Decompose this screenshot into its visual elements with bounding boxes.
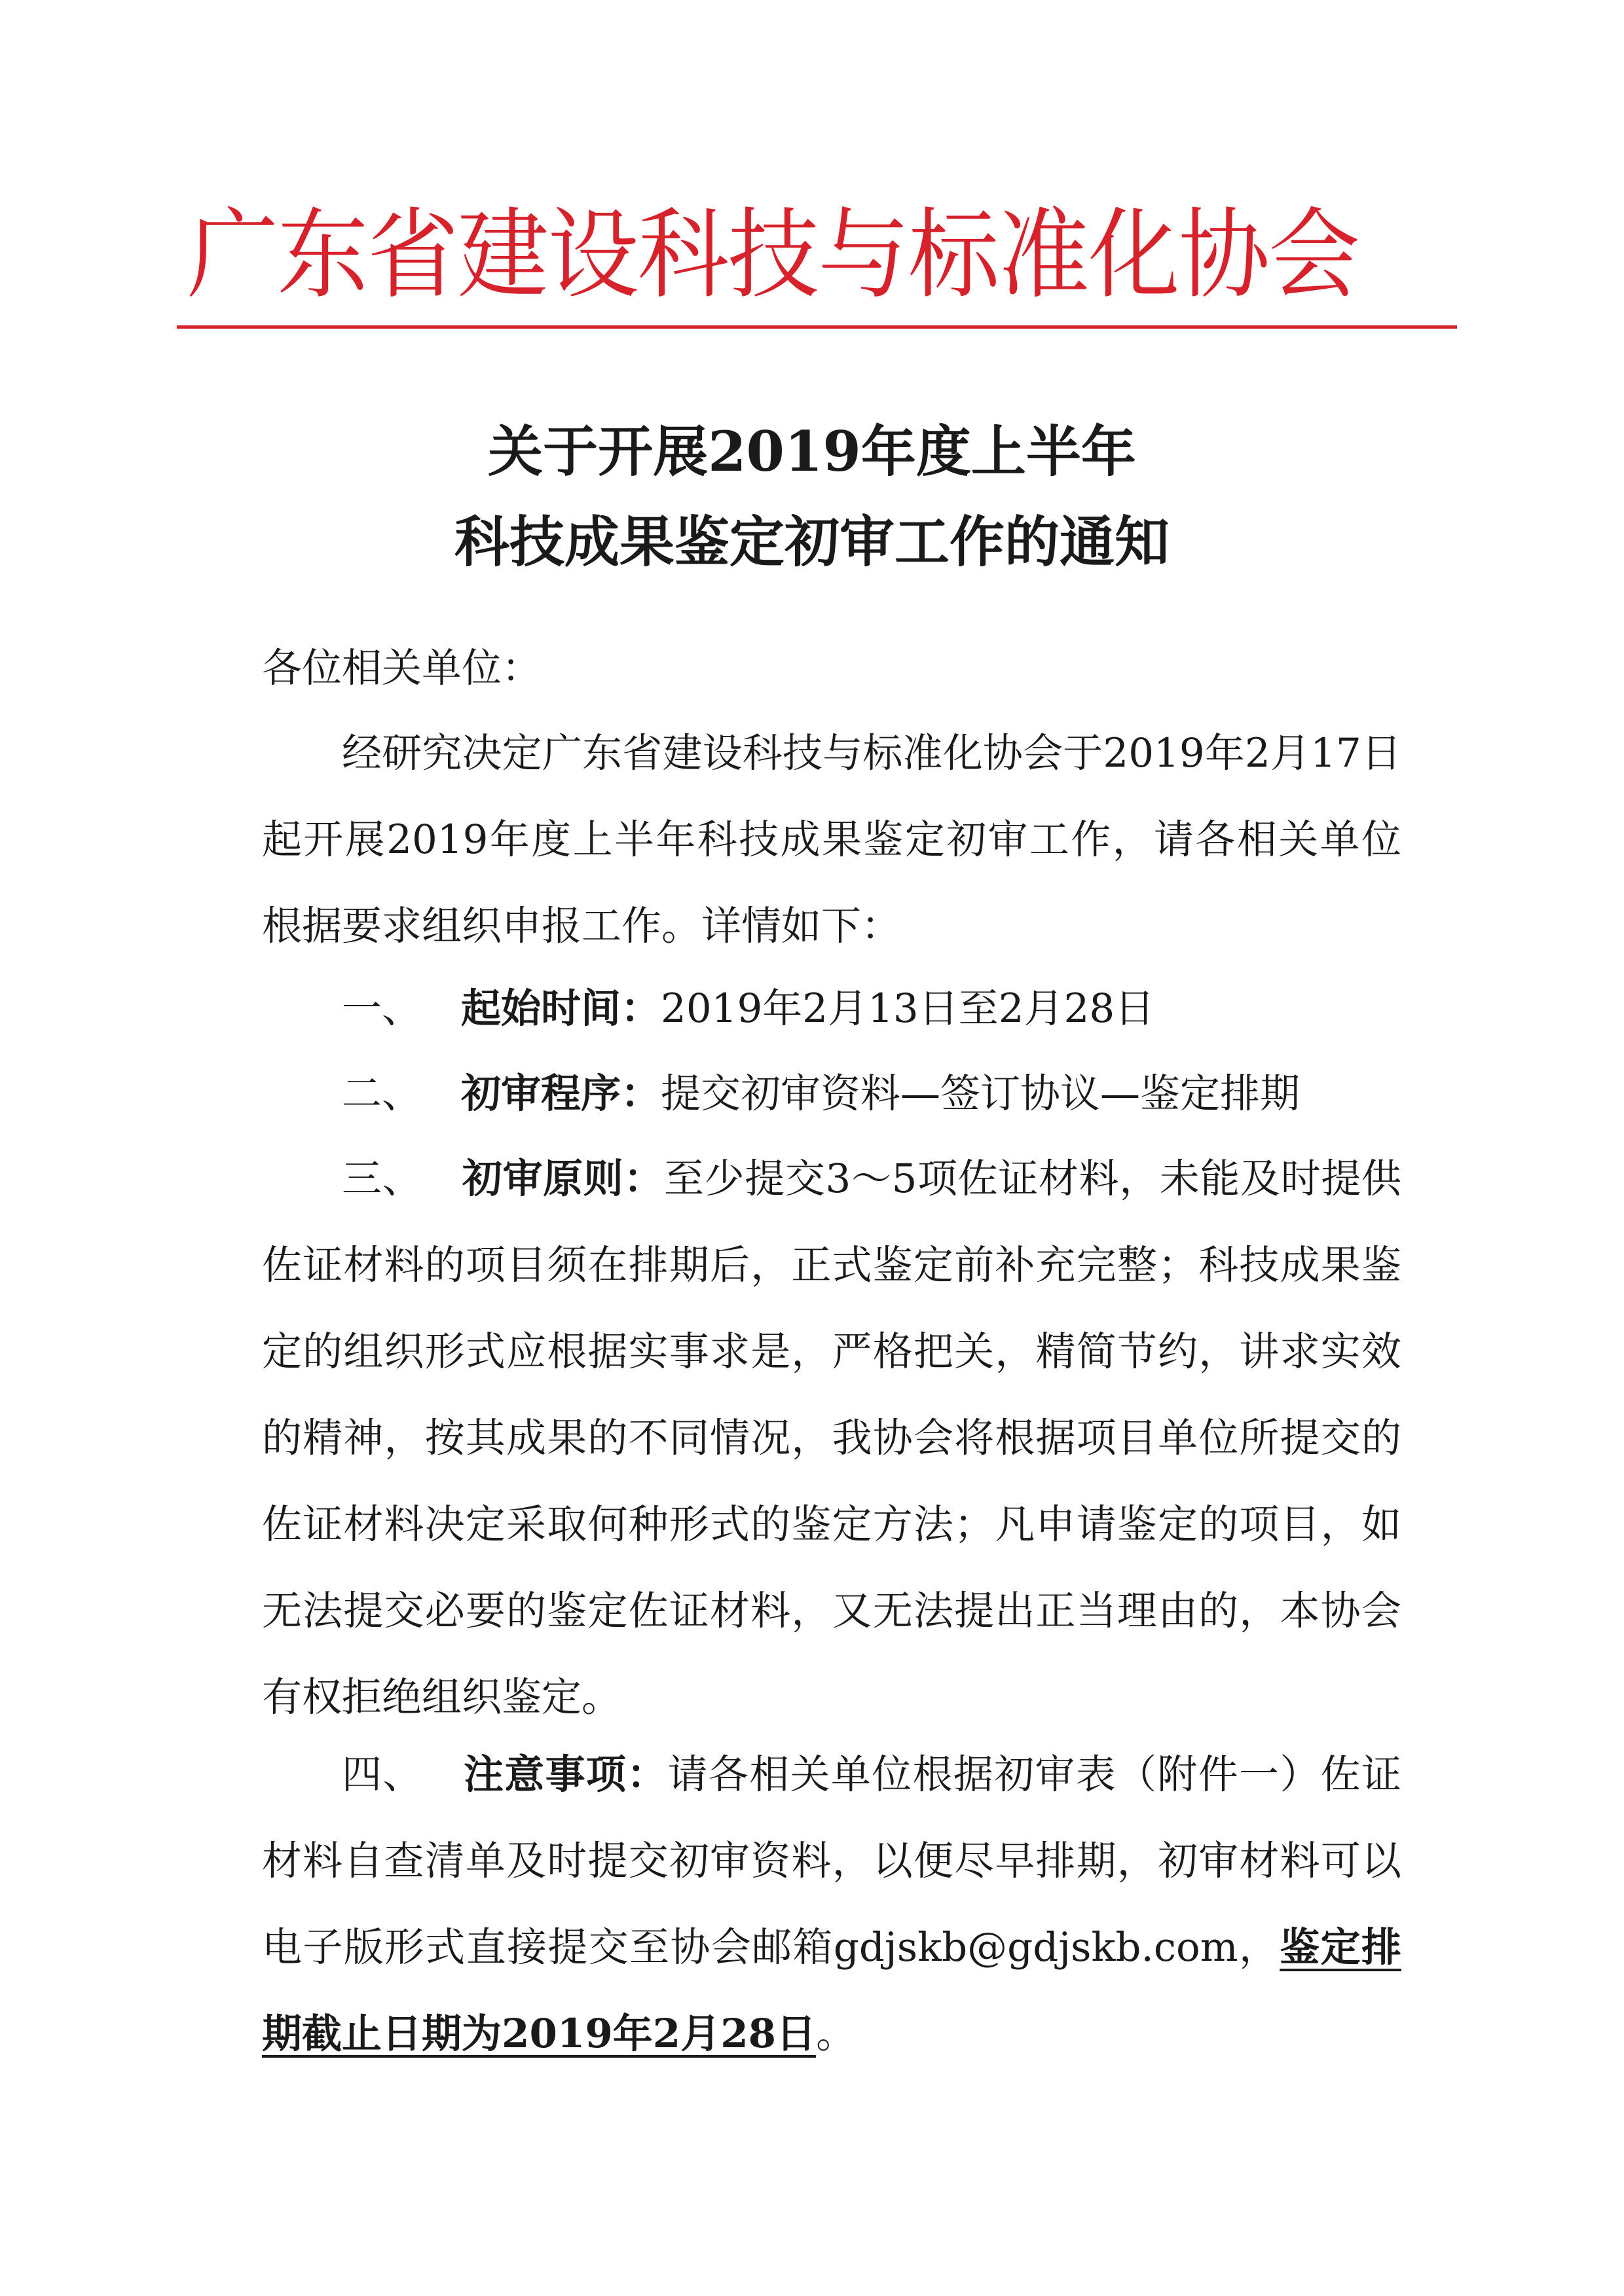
item-text: 2019年2月13日至2月28日 [661, 985, 1155, 1032]
item-label: 初审原则： [462, 1156, 665, 1202]
salutation: 各位相关单位： [262, 645, 542, 691]
item-text: 请各相关单位根据初审表（附件一）佐证材料自查清单及时提交初审资料，以便尽早排期，初审材料可以电子版形式直接提交至协会邮箱gdjskb@gdjskb.com， [262, 1751, 1401, 1971]
intro-paragraph: 经研究决定广东省建设科技与标准化协会于2019年2月17日起开展2019年度上半年科技成果鉴定初审工作，请各相关单位根据要求组织申报工作。详情如下： [262, 730, 1401, 949]
item-number: 三、 [342, 1156, 423, 1202]
item-label: 起始时间： [461, 985, 661, 1032]
item-number: 一、 [342, 985, 422, 1032]
header-red-rule [177, 325, 1457, 329]
item-label: 初审程序： [461, 1070, 661, 1117]
item-end-punct: 。 [816, 2011, 857, 2057]
item-notes [262, 1732, 1401, 2077]
item-start-time [262, 966, 1401, 1052]
organization-header: 广东省建设科技与标准化协会 [187, 198, 1359, 312]
item-text: 提交初审资料—签订协议—鉴定排期 [661, 1070, 1301, 1117]
document-title-line-2: 科技成果鉴定初审工作的通知 [454, 509, 1170, 574]
item-number: 四、 [342, 1751, 424, 1798]
deadline-emphasis: 鉴定排期截止日期为2019年2月28日 [262, 1924, 1401, 2057]
document-title-line-1: 关于开展2019年度上半年 [488, 419, 1136, 484]
item-label: 注意事项： [462, 1751, 668, 1798]
item-review-procedure [262, 1051, 1401, 1137]
item-text: 至少提交3～5项佐证材料，未能及时提供佐证材料的项目须在排期后，正式鉴定前补充完整；科技成果鉴定的组织形式应根据实事求是，严格把关，精简节约，讲求实效的精神，按其成果的不同情况，我协会将根据项目单位所提交的佐证材料决定采取何种形式的鉴定方法；凡申请鉴定的项目，如无法提交必要的鉴定佐证材料，又无法提出正当理由的，本协会有权拒绝组织鉴定。 [262, 1156, 1401, 1721]
item-review-principles [262, 1136, 1401, 1741]
item-number: 二、 [342, 1070, 422, 1117]
